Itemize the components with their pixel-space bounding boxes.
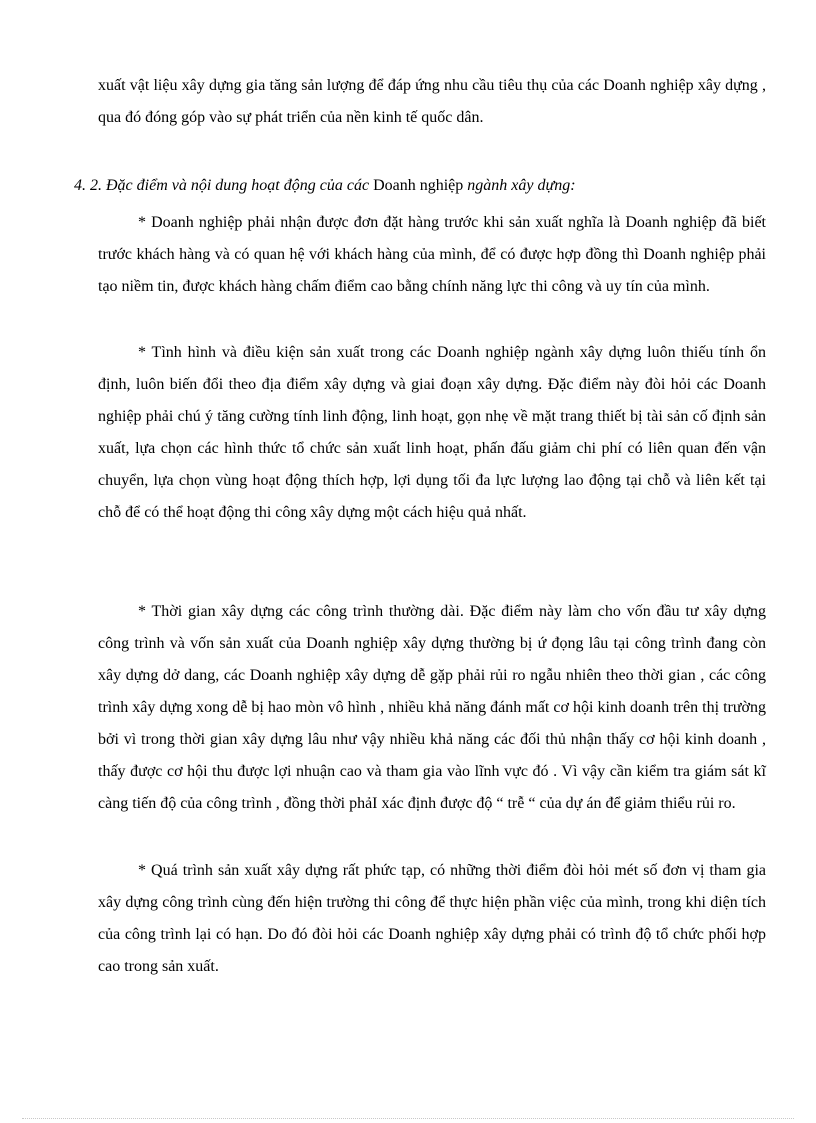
section-heading xyxy=(74,170,576,202)
section-heading-part-3: ngành xây dựng: xyxy=(463,177,576,194)
paragraph-orders: * Doanh nghiệp phải nhận được đơn đặt hàng trước khi sản xuất nghĩa là Doanh nghiệp đã biết trước khách hàng và có quan hệ với khách hàng của mình, để có được hợp đồng thì Doanh nghiệp phải tạo niềm tin, được khách hàng chấm điểm cao bằng chính năng lực thi công và uy tín của mình. xyxy=(98,214,766,295)
section-heading-part-2: Doanh nghiệp xyxy=(373,177,464,194)
paragraph-production-process: * Quá trình sản xuất xây dựng rất phức tạp, có những thời điểm đòi hỏi mét số đơn vị tham gia xây dựng công trình cùng đến hiện trường thi công để thực hiện phần việc của mình, trong khi diện tích của công trình lại có hạn. Do đó đòi hỏi các Doanh nghiệp xây dựng phải có trình độ tổ chức phối hợp cao trong sản xuất. xyxy=(98,862,766,975)
footer-divider xyxy=(22,1118,794,1119)
paragraph-intro-continuation: xuất vật liệu xây dựng gia tăng sản lượng để đáp ứng nhu cầu tiêu thụ của các Doanh nghiệp xây dựng , qua đó đóng góp vào sự phát triển của nền kinh tế quốc dân. xyxy=(98,77,766,126)
paragraph-construction-time: * Thời gian xây dựng các công trình thường dài. Đặc điểm này làm cho vốn đầu tư xây dựng công trình và vốn sản xuất của Doanh nghiệp xây dựng thường bị ứ đọng lâu tại công trình đang còn xây dựng dở dang, các Doanh nghiệp xây dựng dễ gặp phải rủi ro ngẫu nhiên theo thời gian , các công trình xây dựng xong dễ bị hao mòn vô hình , nhiều khả năng đánh mất cơ hội kinh doanh trên thị trường bởi vì trong thời gian xây dựng lâu như vậy nhiều khả năng các đối thủ nhận thấy cơ hội kinh doanh , thấy được cơ hội thu được lợi nhuận cao và tham gia vào lĩnh vực đó . Vì vậy cần kiểm tra giám sát kĩ càng tiến độ của công trình , đồng thời phảI xác định được độ “ trễ “ của dự án để giảm thiểu rủi ro. xyxy=(98,603,766,812)
section-heading-part-1: 4. 2. Đặc điểm và nội dung hoạt động của các xyxy=(74,177,374,194)
paragraph-conditions: * Tình hình và điều kiện sản xuất trong các Doanh nghiệp ngành xây dựng luôn thiếu tính ổn định, luôn biến đổi theo địa điểm xây dựng và giai đoạn xây dựng. Đặc điểm này đòi hỏi các Doanh nghiệp phải chú ý tăng cường tính linh động, linh hoạt, gọn nhẹ về mặt trang thiết bị tài sản cố định sản xuất, lựa chọn các hình thức tổ chức sản xuất linh hoạt, phấn đấu giảm chi phí có liên quan đến vận chuyển, lựa chọn vùng hoạt động thích hợp, lợi dụng tối đa lực lượng lao động tại chỗ và liên kết tại chỗ để có thể hoạt động thi công xây dựng một cách hiệu quả nhất. xyxy=(98,344,766,521)
